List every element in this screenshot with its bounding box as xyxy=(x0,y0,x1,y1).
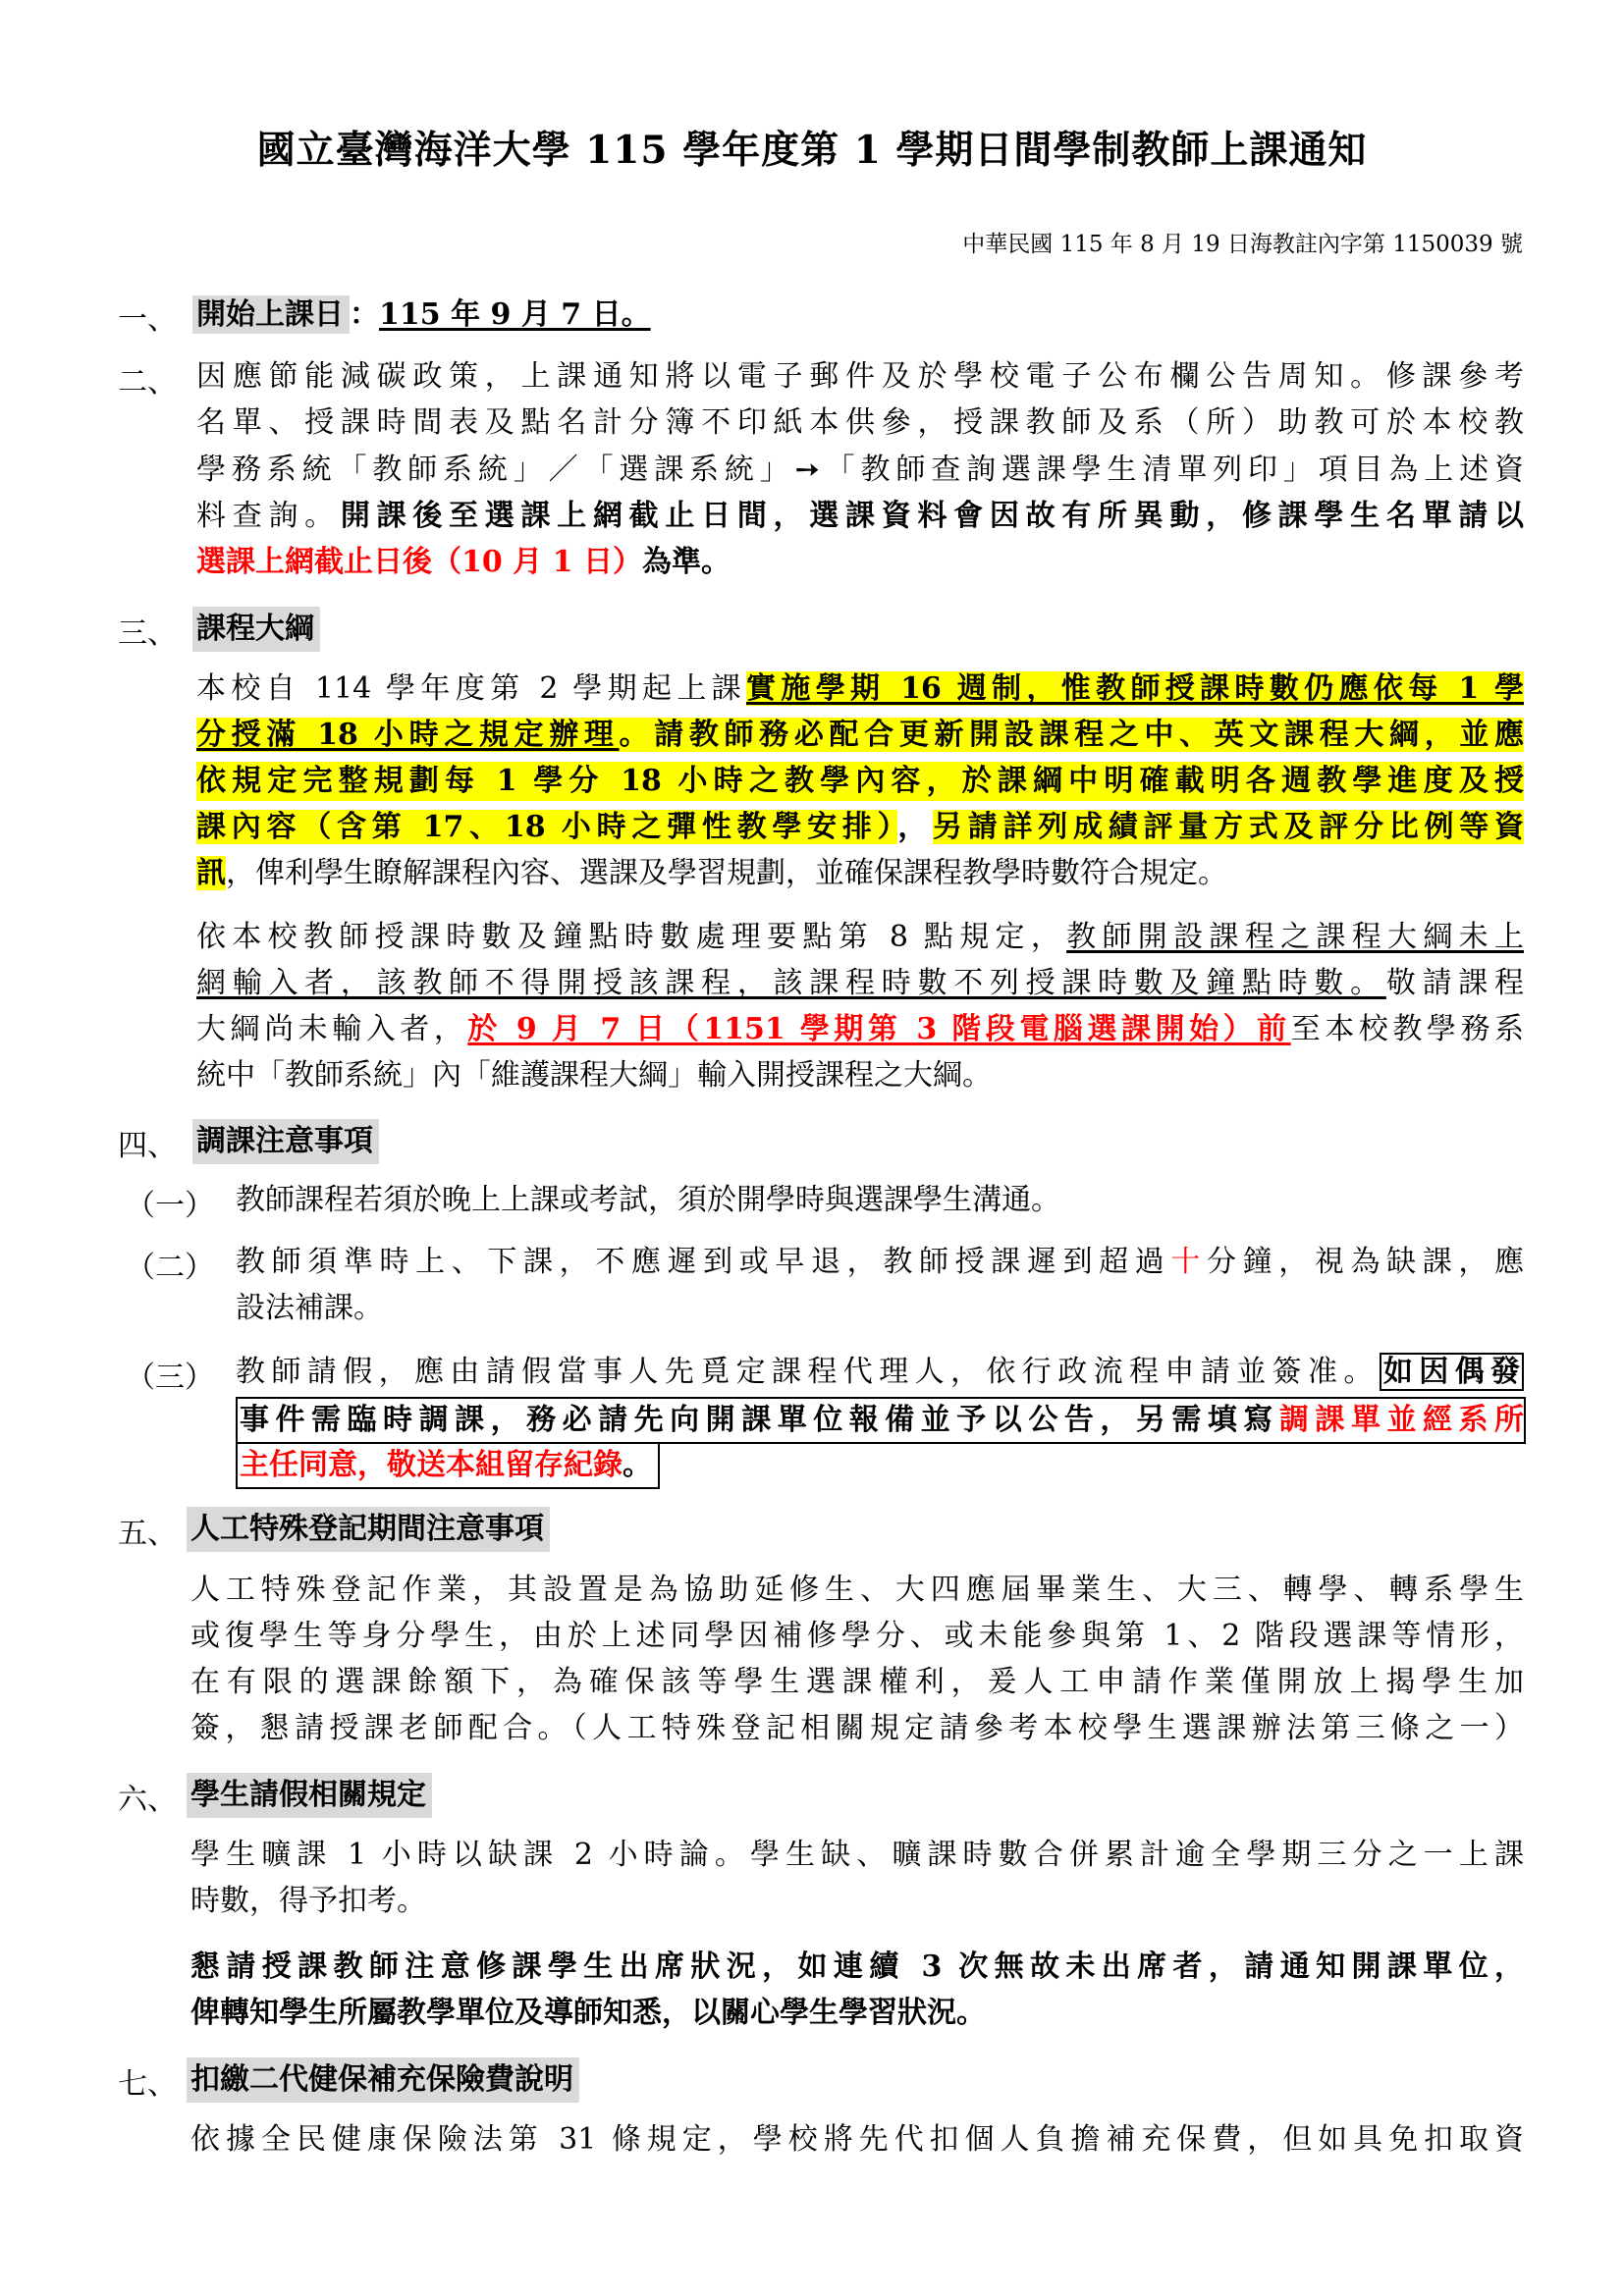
item-2-red-ten: 十 xyxy=(1170,1245,1207,1279)
syllabus-p2-line-3-tail: 至本校教學務系 xyxy=(1290,1012,1524,1046)
syllabus-p1-highlight-1: 實施學期 16 週制，惟教師授課時數仍應依每 1 學 xyxy=(746,671,1524,706)
syllabus-p1-highlight-4: 課內容（含第 17、18 小時之彈性教學安排） xyxy=(196,810,898,844)
item-3-text-a: 教師請假，應由請假當事人先覓定課程代理人，依行政流程申請並簽准。 xyxy=(236,1355,1380,1389)
deadline-suffix: 為準。 xyxy=(641,545,731,579)
syllabus-p2-line-2-text: 敬請課程 xyxy=(1385,966,1525,1000)
syllabus-p1-line-3: 依規定完整規劃每 1 學分 18 小時之教學內容，於課綱中明確載明各週教學進度及授 xyxy=(196,762,1524,801)
syllabus-p1-line-2 xyxy=(196,716,1524,755)
section-7-number: 七、 xyxy=(118,2067,177,2102)
syllabus-p1-highlight-2: 分授滿 18 小時之規定辦理 xyxy=(196,718,620,752)
syllabus-p1-line-5 xyxy=(196,854,1524,893)
syllabus-p1-line-1-text: 本校自 114 學年度第 2 學期起上課 xyxy=(196,671,747,706)
syllabus-p2-underline-1: 教師開設課程之課程大綱未上 xyxy=(1066,920,1524,954)
section-2-line-2: 名單、授課時間表及點名計分簿不印紙本供參，授課教師及系（所）助教可於本校教 xyxy=(196,405,1524,440)
section-6-line-2: 時數，得予扣考。 xyxy=(190,1884,426,1918)
deadline-red-text: 選課上網截止日後（10 月 1 日） xyxy=(196,545,642,579)
section-1-number: 一、 xyxy=(118,302,177,337)
syllabus-p1-comma: ， xyxy=(897,810,934,844)
syllabus-p1-line-4 xyxy=(196,808,1524,847)
section-1-label: 開始上課日 xyxy=(192,295,350,334)
syllabus-p1-highlight-3: 。請教師務必配合更新開設課程之中、英文課程大綱，並應 xyxy=(619,718,1525,752)
item-3-period: 。 xyxy=(623,1448,652,1482)
item-1-number: （一） xyxy=(126,1189,214,1223)
item-2-number: （二） xyxy=(126,1251,214,1285)
section-1-colon: ： xyxy=(350,297,379,332)
section-5-line-1: 人工特殊登記作業，其設置是為協助延修生、大四應屆畢業生、大三、轉學、轉系學生 xyxy=(190,1573,1524,1607)
section-4-label: 調課注意事項 xyxy=(192,1119,379,1164)
item-2-line-2: 設法補課。 xyxy=(236,1291,383,1325)
item-3-box-1: 如因偶發 xyxy=(1380,1353,1524,1391)
syllabus-p1-line-5-text: ，俾利學生瞭解課程內容、選課及學習規劃，並確保課程教學時數符合規定。 xyxy=(226,856,1227,890)
section-7-label: 扣繳二代健保補充保險費說明 xyxy=(187,2057,579,2103)
attendance-notice-line-2: 俾轉知學生所屬教學單位及導師知悉，以關心學生學習狀況。 xyxy=(190,1996,986,2030)
section-3-number: 三、 xyxy=(118,616,177,651)
syllabus-p1-highlight-6: 訊 xyxy=(196,856,226,890)
syllabus-p2-line-1 xyxy=(196,918,1524,957)
section-1-heading xyxy=(192,294,651,336)
syllabus-deadline-red: 於 9 月 7 日（1151 學期第 3 階段電腦選課開始）前 xyxy=(467,1012,1291,1046)
section-2-line-4 xyxy=(196,497,1524,536)
item-2-text-c: 分鐘，視為缺課，應 xyxy=(1206,1245,1525,1279)
section-6-line-1: 學生曠課 1 小時以缺課 2 小時論。學生缺、曠課時數合併累計逾全學期三分之一上課 xyxy=(190,1838,1524,1872)
item-3-red-1: 調課單並經系所 xyxy=(1278,1403,1525,1437)
roster-notice: 開課後至選課上網截止日間，選課資料會因故有所異動，修課學生名單請以 xyxy=(340,499,1525,533)
syllabus-p1-highlight-5: 另請詳列成績評量方式及評分比例等資 xyxy=(933,810,1525,844)
syllabus-p2-line-1-text: 依本校教師授課時數及鐘點時數處理要點第 8 點規定， xyxy=(196,920,1067,954)
syllabus-p2-line-4: 統中「教師系統」內「維護課程大綱」輸入開授課程之大綱。 xyxy=(196,1058,992,1093)
section-6-label: 學生請假相關規定 xyxy=(187,1773,432,1818)
attendance-notice-line-1: 懇請授課教師注意修課學生出席狀況，如連續 3 次無故未出席者，請通知開課單位， xyxy=(190,1949,1524,1984)
item-3-box-2: 事件需臨時調課，務必請先向開課單位報備並予以公告，另需填寫 xyxy=(240,1403,1279,1437)
document-title: 國立臺灣海洋大學 115 學年度第 1 學期日間學制教師上課通知 xyxy=(256,128,1368,173)
document-number: 中華民國 115 年 8 月 19 日海教註內字第 1150039 號 xyxy=(962,232,1523,257)
section-2-line-4-text: 料查詢。 xyxy=(196,499,341,533)
syllabus-p2-line-3-text: 大綱尚未輸入者， xyxy=(196,1012,468,1046)
item-3-line-3 xyxy=(236,1442,660,1489)
item-3-line-2 xyxy=(236,1397,1526,1444)
section-6-number: 六、 xyxy=(118,1783,177,1817)
section-5-label: 人工特殊登記期間注意事項 xyxy=(187,1507,550,1552)
section-2-number: 二、 xyxy=(118,365,177,400)
item-1-text: 教師課程若須於晚上上課或考試，須於開學時與選課學生溝通。 xyxy=(236,1183,1060,1217)
section-7-line-1: 依據全民健康保險法第 31 條規定，學校將先代扣個人負擔補充保費，但如具免扣取資 xyxy=(190,2122,1524,2157)
syllabus-p2-line-2 xyxy=(196,964,1524,1003)
section-2-line-1: 因應節能減碳政策，上課通知將以電子郵件及於學校電子公布欄公告周知。修課參考 xyxy=(196,359,1524,394)
section-2-line-3: 學務系統「教師系統」／「選課系統」➙「教師查詢選課學生清單列印」項目為上述資 xyxy=(196,453,1524,487)
syllabus-p2-underline-2: 網輸入者，該教師不得開授該課程，該課程時數不列授課時數及鐘點時數。 xyxy=(196,966,1386,1000)
section-5-line-3: 在有限的選課餘額下，為確保該等學生選課權利，爰人工申請作業僅開放上揭學生加 xyxy=(190,1665,1524,1699)
section-5-line-2: 或復學生等身分學生，由於上述同學因補修學分、或未能參與第 1、2 階段選課等情形， xyxy=(190,1619,1524,1653)
item-2-line-1 xyxy=(236,1243,1524,1282)
section-5-number: 五、 xyxy=(118,1517,177,1551)
section-5-line-4: 簽，懇請授課老師配合。（人工特殊登記相關規定請參考本校學生選課辦法第三條之一） xyxy=(190,1711,1524,1745)
syllabus-p1-line-1 xyxy=(196,669,1524,709)
section-2-line-5 xyxy=(196,543,1524,582)
section-4-number: 四、 xyxy=(118,1129,177,1163)
section-3-label: 課程大綱 xyxy=(192,607,320,652)
item-3-red-2: 主任同意，敬送本組留存紀錄 xyxy=(240,1448,623,1482)
start-date: 115 年 9 月 7 日。 xyxy=(379,297,651,332)
item-3-number: （三） xyxy=(126,1361,214,1395)
syllabus-p2-line-3 xyxy=(196,1010,1524,1049)
item-3-line-1 xyxy=(236,1353,1524,1392)
item-2-text-a: 教師須準時上、下課，不應遲到或早退，教師授課遲到超過 xyxy=(236,1245,1171,1279)
